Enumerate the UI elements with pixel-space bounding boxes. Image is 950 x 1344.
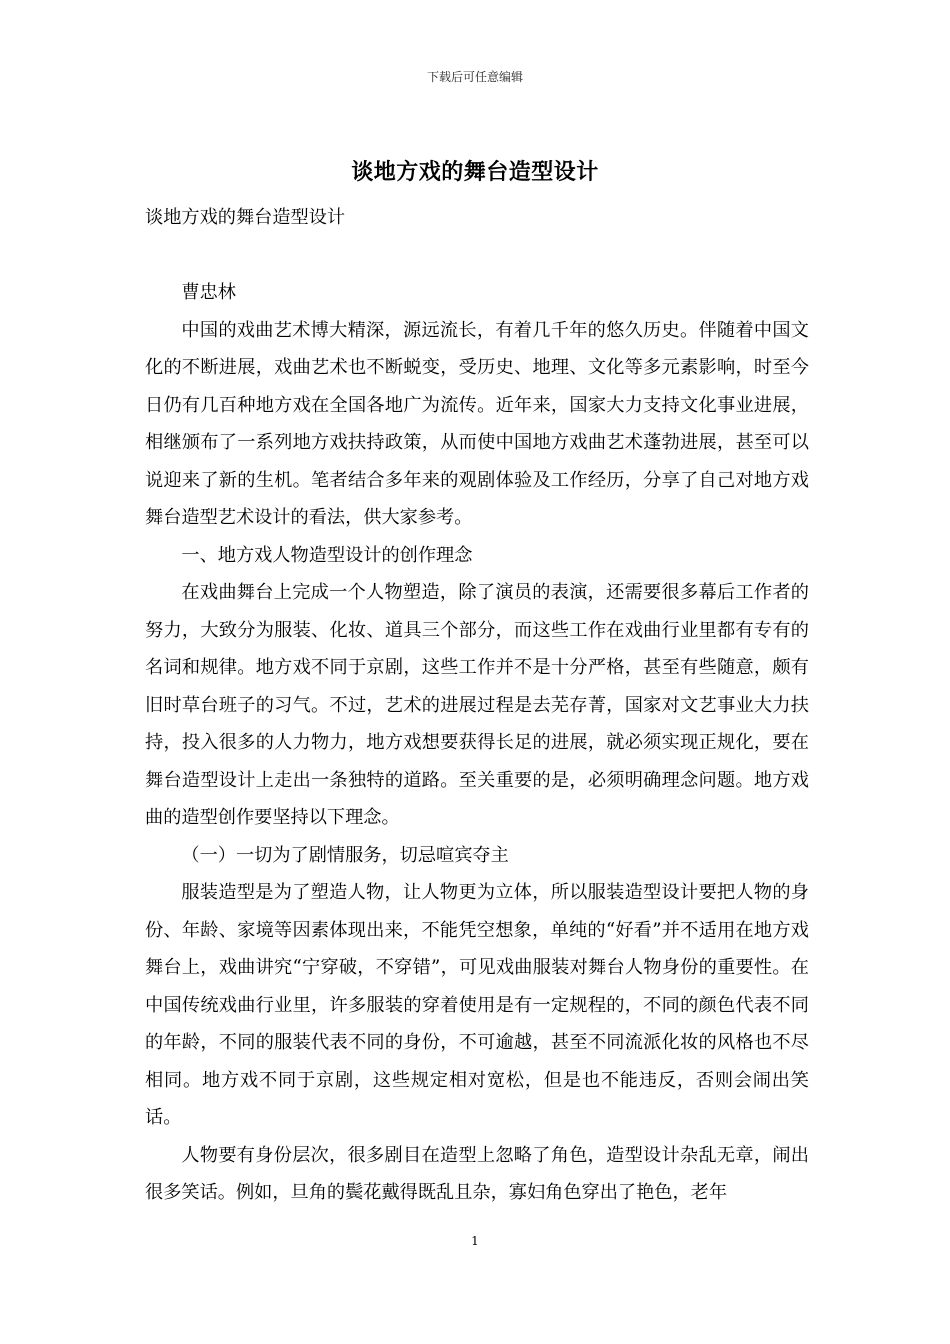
paragraph: 在戏曲舞台上完成一个人物塑造，除了演员的表演，还需要很多幕后工作者的努力，大致分为服装、化妆、道具三个部分，而这些工作在戏曲行业里都有专有的名词和规律。地方戏不同于京剧，这些工作并不是十分严格，甚至有些随意，颇有旧时草台班子的习气。不过，艺术的进展过程是去芜存菁，国家对文艺事业大力扶持，投入很多的人力物力，地方戏想要获得长足的进展，就必须实现正规化，要在舞台造型设计上走出一条独特的道路。至关重要的是，必须明确理念问题。地方戏曲的造型创作要坚持以下理念。 [145, 582, 809, 828]
document-body [145, 199, 809, 1212]
author-name: 曹忠林 [181, 282, 236, 303]
paragraph: 人物要有身份层次，很多剧目在造型上忽略了角色，造型设计杂乱无章，闹出很多笑话。例如，旦角的鬓花戴得既乱且杂，寡妇角色穿出了艳色，老年 [145, 1144, 809, 1203]
header-note: 下载后可任意编辑 [426, 70, 523, 84]
blank-line [145, 237, 809, 275]
section-heading: 一、地方戏人物造型设计的创作理念 [181, 544, 473, 566]
subsection-heading: （一）一切为了剧情服务，切忌喧宾夺主 [181, 844, 509, 866]
document-subtitle: 谈地方戏的舞台造型设计 [145, 207, 346, 228]
page-number: 1 [471, 1234, 479, 1248]
document-title: 谈地方戏的舞台造型设计 [351, 159, 599, 185]
paragraph: 中国的戏曲艺术博大精深，源远流长，有着几千年的悠久历史。伴随着中国文化的不断进展，戏曲艺术也不断蜕变，受历史、地理、文化等多元素影响，时至今日仍有几百种地方戏在全国各地广为流传。近年来，国家大力支持文化事业进展，相继颁布了一系列地方戏扶持政策，从而使中国地方戏曲艺术蓬勃进展，甚至可以说迎来了新的生机。笔者结合多年来的观剧体验及工作经历，分享了自己对地方戏舞台造型艺术设计的看法，供大家参考。 [145, 319, 809, 528]
paragraph: 服装造型是为了塑造人物，让人物更为立体，所以服装造型设计要把人物的身份、年龄、家境等因素体现出来，不能凭空想象，单纯的“好看”并不适用在地方戏舞台上，戏曲讲究“宁穿破，不穿错”，可见戏曲服装对舞台人物身份的重要性。在中国传统戏曲行业里，许多服装的穿着使用是有一定规程的，不同的颜色代表不同的年龄，不同的服装代表不同的身份，不可逾越，甚至不同流派化妆的风格也不尽相同。地方戏不同于京剧，这些规定相对宽松，但是也不能违反，否则会闹出笑话。 [145, 882, 809, 1128]
